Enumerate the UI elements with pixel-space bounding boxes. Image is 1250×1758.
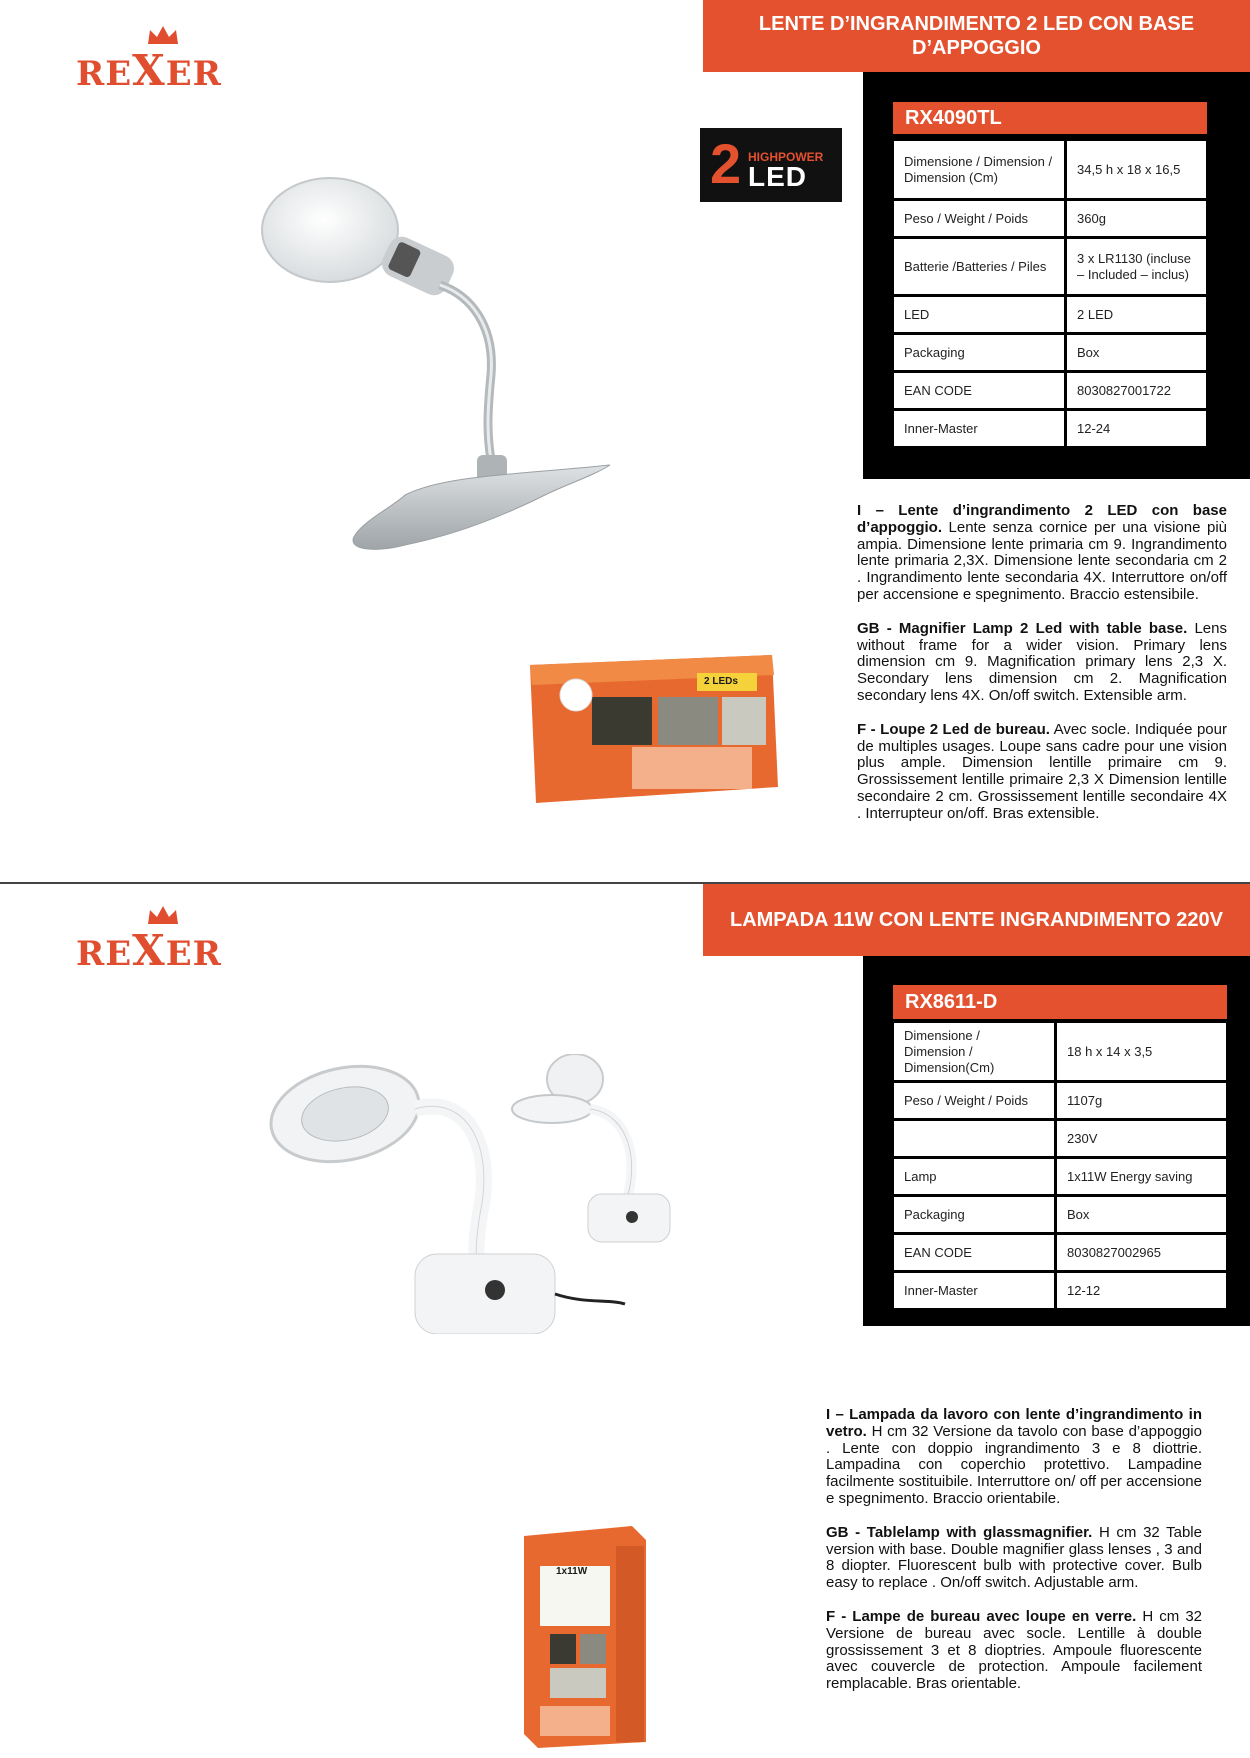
description-block bbox=[857, 503, 1227, 840]
spec-label: Dimensione / Dimension / Dimension (Cm) bbox=[893, 140, 1066, 200]
spec-row bbox=[893, 1120, 1228, 1158]
desc-english-title: GB - Magnifier Lamp 2 Led with table base. bbox=[857, 619, 1188, 637]
brand-name: REXER bbox=[76, 926, 222, 975]
desc-italian bbox=[826, 1407, 1202, 1508]
spec-value: 230V bbox=[1056, 1120, 1228, 1158]
box-graphic bbox=[522, 655, 782, 805]
spec-row bbox=[893, 140, 1208, 200]
spec-label: EAN CODE bbox=[893, 1234, 1056, 1272]
spec-label: Peso / Weight / Poids bbox=[893, 200, 1066, 238]
desc-french-text: Avec socle. Indiquée pour de multiples usages. Loupe sans cadre pour une vision plus ample. Dimension lentille primaire cm 9. Grossissement lentille primaire 2,3 X Dimension lentille secondaire 2 cm. Grossissement lentille secondaire 4X . Interrupteur on/off. Bras extensible. bbox=[857, 720, 1227, 822]
desc-italian-text: H cm 32 Versione da tavolo con base d’appoggio . Lente con doppio ingrandimento 3 e 8 diottrie. Lampadina con coperchio protettivo. Lampadine facilmente sostituibile. Interruttore on/ off per accensione e spegnimento. Braccio orientabile. bbox=[826, 1422, 1202, 1507]
spec-value: 8030827002965 bbox=[1056, 1234, 1228, 1272]
spec-label bbox=[893, 1120, 1056, 1158]
box-label: 1x11W bbox=[556, 1566, 588, 1577]
crown-icon bbox=[146, 24, 180, 46]
spec-value: 34,5 h x 18 x 16,5 bbox=[1066, 140, 1208, 200]
spec-row bbox=[893, 334, 1208, 372]
product-box-image bbox=[522, 655, 782, 805]
spec-value: 1107g bbox=[1056, 1082, 1228, 1120]
product-code: RX4090TL bbox=[893, 102, 1207, 134]
spec-label: Packaging bbox=[893, 334, 1066, 372]
spec-row bbox=[893, 1272, 1228, 1310]
spec-row bbox=[893, 238, 1208, 296]
desc-french-text: H cm 32 Versione de bureau avec socle. Lentille à double grossissement 3 et 8 dioptries. Ampoule fluorescente avec couvercle de protection. Ampoule facilement remplacable. Bras orientable. bbox=[826, 1607, 1203, 1693]
desc-french bbox=[857, 722, 1227, 823]
product-section-2 bbox=[0, 884, 1250, 1758]
spec-value: 3 x LR1130 (incluse – Included – inclus) bbox=[1066, 238, 1208, 296]
spec-label: Dimensione / Dimension / Dimension(Cm) bbox=[893, 1022, 1056, 1082]
spec-row bbox=[893, 296, 1208, 334]
desc-english bbox=[826, 1525, 1202, 1592]
spec-value: 2 LED bbox=[1066, 296, 1208, 334]
product-box-image bbox=[520, 1526, 650, 1748]
desc-french bbox=[826, 1609, 1202, 1693]
spec-row bbox=[893, 200, 1208, 238]
desc-french-title: F - Lampe de bureau avec loupe en verre. bbox=[826, 1607, 1137, 1625]
badge-line1: HIGHPOWER bbox=[748, 150, 824, 164]
spec-value: Box bbox=[1056, 1196, 1228, 1234]
spec-value: 1x11W Energy saving bbox=[1056, 1158, 1228, 1196]
spec-label: Inner-Master bbox=[893, 410, 1066, 448]
box-label: 2 LEDs bbox=[704, 676, 738, 687]
spec-label: Inner-Master bbox=[893, 1272, 1056, 1310]
crown-icon bbox=[146, 904, 180, 926]
product-title-banner: LAMPADA 11W CON LENTE INGRANDIMENTO 220V bbox=[703, 884, 1250, 956]
spec-box bbox=[863, 956, 1250, 1326]
highpower-led-badge bbox=[700, 128, 842, 202]
spec-value: 360g bbox=[1066, 200, 1208, 238]
badge-line2: LED bbox=[748, 161, 807, 192]
spec-row bbox=[893, 1196, 1228, 1234]
desc-french-title: F - Loupe 2 Led de bureau. bbox=[857, 720, 1050, 738]
desc-italian-title: I – Lente d’ingrandimento 2 LED con base d’appoggio. bbox=[857, 502, 1227, 536]
spec-box bbox=[863, 72, 1250, 479]
spec-label: EAN CODE bbox=[893, 372, 1066, 410]
spec-value: 12-12 bbox=[1056, 1272, 1228, 1310]
desc-english-title: GB - Tablelamp with glassmagnifier. bbox=[826, 1523, 1093, 1541]
spec-value: 18 h x 14 x 3,5 bbox=[1056, 1022, 1228, 1082]
rexer-logo bbox=[76, 904, 246, 974]
spec-row bbox=[893, 372, 1208, 410]
spec-table bbox=[891, 138, 1209, 449]
spec-label: Peso / Weight / Poids bbox=[893, 1082, 1056, 1120]
desc-italian bbox=[857, 503, 1227, 604]
magnifier-lamp-image bbox=[255, 175, 635, 605]
desc-english-text: Lens without frame for a wider vision. Primary lens dimension cm 9. Magnification primary lens 2,3 X. Secondary lens dimension cm 2. Magnification secondary lens 4X. On/off switch. Extensible arm. bbox=[857, 619, 1227, 704]
desk-lamp-image-small bbox=[510, 1054, 690, 1254]
spec-row bbox=[893, 1022, 1228, 1082]
spec-label: LED bbox=[893, 296, 1066, 334]
spec-row bbox=[893, 1082, 1228, 1120]
box-graphic bbox=[520, 1526, 650, 1748]
spec-value: 12-24 bbox=[1066, 410, 1208, 448]
brand-name: REXER bbox=[76, 46, 222, 95]
desc-english-text: H cm 32 Table version with base. Double magnifier glass lenses , 3 and 8 diopter. Fluorescent bulb with protective cover. Bulb easy to replace . On/off switch. Adjustable arm. bbox=[826, 1523, 1202, 1592]
spec-value: 8030827001722 bbox=[1066, 372, 1208, 410]
desc-italian-title: I – Lampada da lavoro con lente d’ingrandimento in vetro. bbox=[826, 1406, 1202, 1440]
desc-italian-text: Lente senza cornice per una visione più ampia. Dimensione lente primaria cm 9. Ingrandimento lente primaria 2,3X. Dimensione lente secondaria cm 2 . Ingrandimento lente secondaria 4X. Interruttore on/off per accensione e spegnimento. Braccio estensibile. bbox=[857, 518, 1227, 603]
spec-row bbox=[893, 1234, 1228, 1272]
badge-number: 2 bbox=[710, 132, 742, 195]
description-block bbox=[826, 1407, 1202, 1710]
desc-english bbox=[857, 621, 1227, 705]
spec-table bbox=[891, 1020, 1229, 1311]
product-code: RX8611-D bbox=[893, 985, 1227, 1019]
spec-row bbox=[893, 410, 1208, 448]
product-title-banner: LENTE D’INGRANDIMENTO 2 LED CON BASE D’APPOGGIO bbox=[703, 0, 1250, 72]
spec-value: Box bbox=[1066, 334, 1208, 372]
spec-row bbox=[893, 1158, 1228, 1196]
spec-label: Batterie /Batteries / Piles bbox=[893, 238, 1066, 296]
spec-label: Lamp bbox=[893, 1158, 1056, 1196]
rexer-logo bbox=[76, 24, 246, 94]
spec-label: Packaging bbox=[893, 1196, 1056, 1234]
